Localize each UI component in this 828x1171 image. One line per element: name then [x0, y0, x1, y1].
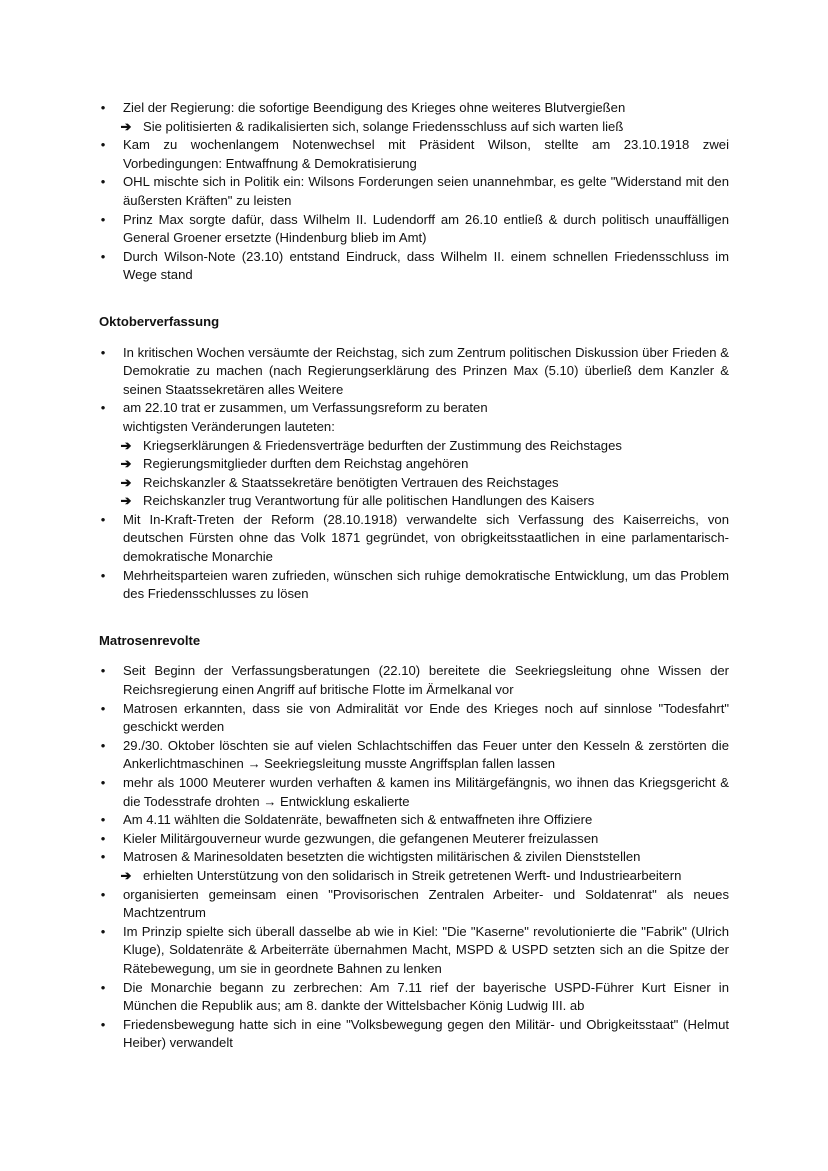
item-text: Reichskanzler & Staatssekretäre benötigten Vertrauen des Reichstages [143, 474, 559, 490]
bullet-item [99, 737, 729, 774]
item-text: Sie politisierten & radikalisierten sich, solange Friedensschluss auf sich warten ließ [143, 118, 624, 134]
item-text: Die Monarchie begann zu zerbrechen: Am 7.11 rief der bayerische USPD-Führer Kurt Eisner in München die Republik aus; am 8. dankte der Wittelsbacher König Ludwig III. ab [123, 979, 729, 1014]
bullet-item [99, 248, 729, 285]
bullet-icon: • [100, 737, 106, 753]
arrow-right-icon: ➔ [120, 118, 132, 134]
item-text: wichtigsten Veränderungen lauteten: [123, 418, 335, 434]
item-text: Prinz Max sorgte dafür, dass Wilhelm II. Ludendorff am 26.10 entließ & durch politisch unauffälligen General Groener ersetzte (Hindenburg blieb im Amt) [123, 211, 729, 246]
bullet-item [99, 923, 729, 979]
item-text: Durch Wilson-Note (23.10) entstand Eindruck, dass Wilhelm II. einem schnellen Friedensschluss im Wege stand [123, 248, 729, 283]
bullet-icon: • [100, 1016, 106, 1032]
bullet-icon: • [100, 511, 106, 527]
arrow-item [99, 474, 729, 493]
arrow-right-icon: ➔ [120, 437, 132, 453]
item-text: Reichskanzler trug Verantwortung für alle politischen Handlungen des Kaisers [143, 493, 595, 509]
bullet-icon: • [100, 775, 106, 790]
bullet-icon: • [100, 137, 106, 153]
bullet-icon: • [100, 174, 106, 190]
bullet-item [99, 567, 729, 604]
bullet-icon: • [100, 830, 106, 846]
bullet-item [99, 136, 729, 173]
item-text: erhielten Unterstützung von den solidarisch in Streik getretenen Werft- und Industriearbeitern [143, 867, 682, 883]
bullet-item [99, 511, 729, 567]
item-text: Seit Beginn der Verfassungsberatungen (22.10) bereitete die Seekriegsleitung ohne Wissen der Reichsregierung einen Angriff auf britische Flotte im Ärmelkanal vor [123, 663, 729, 698]
item-text: Kam zu wochenlangem Notenwechsel mit Präsident Wilson, stellte am 23.10.1918 zwei Vorbedingungen: Entwaffnung & Demokratisierung [123, 137, 729, 171]
item-text: Friedensbewegung hatte sich in eine "Volksbewegung gegen den Militär- und Obrigkeitsstaat" (Helmut Heiber) verwandelt [123, 1016, 729, 1051]
section-heading: Oktoberverfassung [99, 313, 220, 329]
item-text: Matrosen & Marinesoldaten besetzten die wichtigsten militärischen & zivilen Dienststellen [123, 849, 641, 865]
section-1 [99, 313, 729, 604]
item-text: Im Prinzip spielte sich überall dasselbe ab wie in Kiel: "Die "Kaserne" revolutionierte die "Fabrik" (Ulrich Kluge), Soldatenräte & Arbeiterräte übernahmen Macht, MSPD & USPD setzten sich an die Spitze der Rätebewegung, um sie in geordnete Bahnen zu lenken [123, 923, 729, 976]
arrow-right-icon: ➔ [120, 867, 132, 883]
arrow-item [99, 867, 729, 886]
section-2 [99, 632, 729, 1053]
section-0 [99, 99, 729, 285]
arrow-right-icon: ➔ [120, 474, 132, 490]
document-body [99, 99, 729, 1053]
bullet-item [99, 979, 729, 1016]
item-text: Kieler Militärgouverneur wurde gezwungen, die gefangenen Meuterer freizulassen [123, 830, 599, 846]
bullet-item [99, 886, 729, 923]
bullet-item [99, 399, 729, 418]
bullet-item [99, 211, 729, 248]
bullet-icon: • [100, 849, 106, 865]
item-text: Am 4.11 wählten die Soldatenräte, bewaffneten sich & entwaffneten ihre Offiziere [123, 812, 593, 828]
bullet-icon: • [100, 663, 106, 679]
bullet-icon: • [100, 211, 106, 227]
item-text: In kritischen Wochen versäumte der Reichstag, sich zum Zentrum politischen Diskussion über Frieden & Demokratie zu machen (nach Regierungserklärung des Prinzen Max (5.10) überließ dem Kanzler & seinen Staatssekretären alles Weitere [123, 344, 729, 397]
text-line [123, 418, 729, 437]
item-text: Mit In-Kraft-Treten der Reform (28.10.1918) verwandelte sich Verfassung des Kaiserreichs, von deutschen Fürsten ohne das Volk 1871 gegründet, von obrigkeitsstaatlichen in eine parlamentarisch-demokratische Monarchie [123, 511, 729, 565]
item-text: Regierungsmitglieder durften dem Reichstag angehören [143, 456, 469, 472]
item-text: mehr als 1000 Meuterer wurden verhaften & kamen ins Militärgefängnis, wo ihnen das Kriegsgericht & die Todesstrafe drohten → Entwicklung eskalierte [123, 775, 729, 809]
bullet-item [99, 1016, 729, 1053]
bullet-item [99, 811, 729, 830]
bullet-item [99, 848, 729, 867]
arrow-right-icon: ➔ [120, 493, 132, 509]
bullet-icon: • [100, 979, 106, 995]
bullet-icon: • [100, 248, 106, 264]
item-text: 29./30. Oktober löschten sie auf vielen Schlachtschiffen das Feuer unter den Kesseln & zerstörten die Ankerlichtmaschinen → Seekriegsleitung musste Angriffsplan fallen lassen [123, 737, 729, 772]
bullet-item [99, 830, 729, 849]
item-text: OHL mischte sich in Politik ein: Wilsons Forderungen seien unannehmbar, es gelte "Widerstand mit den äußersten Kräften" zu leisten [123, 174, 729, 208]
item-text: Ziel der Regierung: die sofortige Beendigung des Krieges ohne weiteres Blutvergießen [123, 100, 626, 115]
bullet-item [99, 344, 729, 400]
bullet-icon: • [100, 400, 106, 416]
bullet-item [99, 173, 729, 210]
bullet-icon: • [100, 886, 106, 902]
bullet-icon: • [100, 344, 106, 360]
bullet-icon: • [100, 923, 106, 939]
item-text: Kriegserklärungen & Friedensverträge bedurften der Zustimmung des Reichstages [143, 437, 622, 453]
arrow-item [99, 118, 729, 137]
section-heading: Matrosenrevolte [99, 632, 201, 648]
bullet-item [99, 700, 729, 737]
bullet-icon: • [100, 567, 106, 583]
bullet-item [99, 99, 729, 118]
arrow-right-icon: ➔ [120, 456, 132, 472]
bullet-icon: • [100, 700, 106, 716]
bullet-item [99, 774, 729, 811]
item-text: organisierten gemeinsam einen "Provisorischen Zentralen Arbeiter- und Soldatenrat" als neues Machtzentrum [123, 886, 729, 921]
bullet-item [99, 662, 729, 699]
arrow-item [99, 437, 729, 456]
arrow-item [99, 455, 729, 474]
bullet-icon: • [100, 812, 106, 828]
item-text: Matrosen erkannten, dass sie von Admiralität vor Ende des Krieges noch auf sinnlose "Todesfahrt" geschickt werden [123, 700, 729, 735]
arrow-item [99, 492, 729, 511]
item-text: Mehrheitsparteien waren zufrieden, wünschen sich ruhige demokratische Entwicklung, um das Problem des Friedensschlusses zu lösen [123, 567, 729, 602]
bullet-icon: • [100, 100, 106, 115]
item-text: am 22.10 trat er zusammen, um Verfassungsreform zu beraten [123, 400, 488, 416]
